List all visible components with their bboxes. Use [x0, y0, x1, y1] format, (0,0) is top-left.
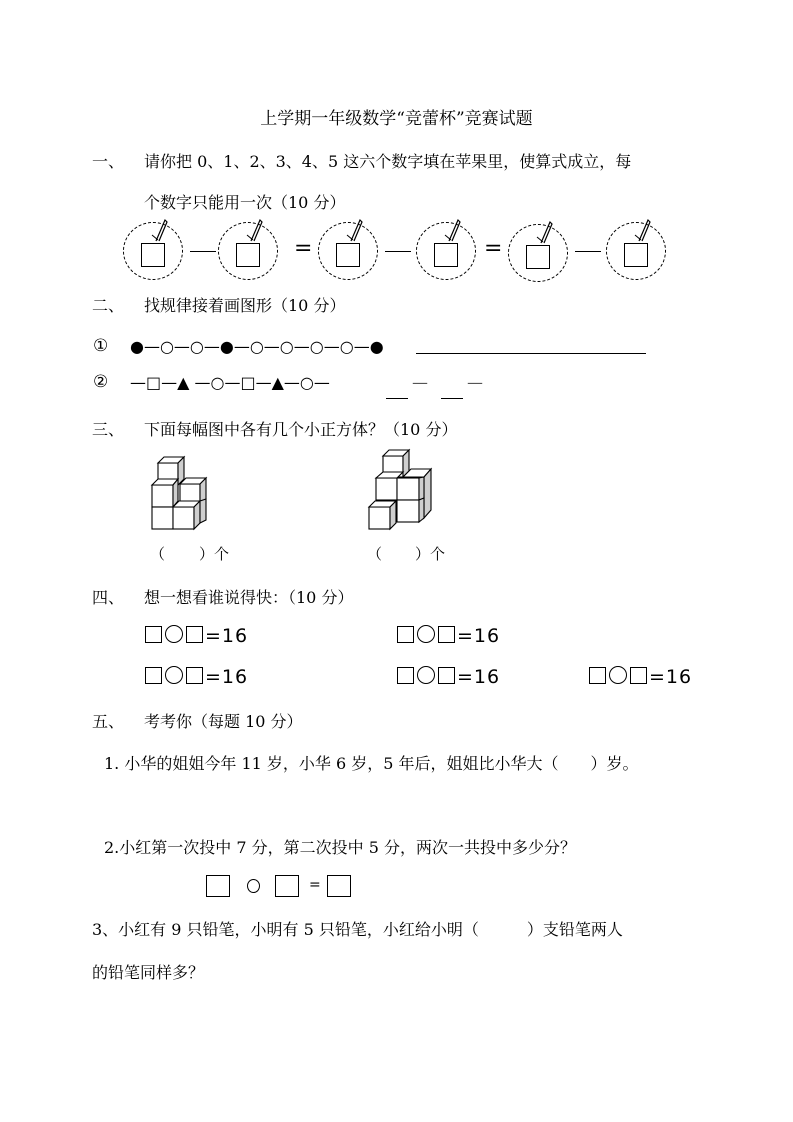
cube-2-answer-blank[interactable] — [383, 541, 413, 559]
apple-icon — [508, 224, 568, 282]
apple-stem-icon — [443, 217, 461, 243]
blank-square[interactable] — [438, 667, 455, 684]
question-3-text-line1: 3、小红有 9 只铅笔，小明有 5 只铅笔，小红给小明（ ）支铅笔两人 — [92, 920, 623, 939]
blank-square[interactable] — [589, 667, 606, 684]
apple-stem-icon — [535, 219, 553, 245]
minus-sign — [190, 251, 216, 252]
pattern-2-tail-dash: — — [412, 373, 428, 392]
pattern-1-label: ① — [93, 336, 109, 356]
sum-equation-4: =16 — [397, 666, 500, 688]
operator-circle[interactable] — [165, 666, 183, 684]
section-2-number: 二、 — [92, 296, 125, 315]
operator-circle[interactable] — [247, 879, 260, 893]
blank-square[interactable] — [186, 626, 203, 643]
answer-box[interactable] — [336, 243, 360, 267]
pattern-1-answer-line[interactable] — [416, 353, 646, 354]
blank-square[interactable] — [630, 667, 647, 684]
minus-sign — [385, 251, 411, 252]
sum-equation-3: =16 — [145, 666, 248, 688]
answer-box[interactable] — [141, 243, 165, 267]
section-3-text: 下面每幅图中各有几个小正方体？（10 分） — [144, 420, 458, 439]
sum-equation-2: =16 — [397, 625, 500, 647]
cube-1-answer-open: （ — [150, 545, 166, 563]
pattern-2-tail-dash-2: — — [467, 373, 483, 392]
apple-icon — [123, 222, 183, 280]
exam-title: 上学期一年级数学“竞蕾杯”竞赛试题 — [260, 109, 533, 129]
section-1-text-line2: 个数字只能用一次（10 分） — [144, 193, 346, 212]
apple-icon — [416, 222, 476, 280]
apple-equation — [118, 212, 678, 284]
cube-stack-figure-1 — [150, 455, 215, 540]
equals-sign: = — [294, 236, 313, 261]
cube-2-answer-open: （ — [367, 545, 383, 563]
section-2-text: 找规律接着画图形（10 分） — [144, 296, 346, 315]
apple-stem-icon — [150, 217, 168, 243]
apple-icon — [606, 222, 666, 280]
sum-equation-1: =16 — [145, 625, 248, 647]
section-5-text: 考考你（每题 10 分） — [144, 712, 303, 731]
operator-circle[interactable] — [417, 666, 435, 684]
equals-sign: = — [309, 877, 321, 893]
section-5-number: 五、 — [92, 712, 125, 731]
section-4-text: 想一想看谁说得快：（10 分） — [144, 588, 354, 607]
question-3-text-line2: 的铅笔同样多？ — [92, 963, 205, 982]
pattern-2-sequence: —□—▲ —○—□—▲—○— — [130, 373, 330, 392]
section-4-number: 四、 — [92, 588, 125, 607]
apple-icon — [318, 222, 378, 280]
answer-box[interactable] — [434, 243, 458, 267]
blank-square[interactable] — [397, 667, 414, 684]
section-3-number: 三、 — [92, 420, 125, 439]
question-1-text: 1. 小华的姐姐今年 11 岁，小华 6 岁，5 年后，姐姐比小华大（ ）岁。 — [104, 754, 639, 773]
operator-circle[interactable] — [417, 625, 435, 643]
blank-square[interactable] — [438, 626, 455, 643]
answer-box[interactable] — [624, 243, 648, 267]
pattern-1-sequence: ●—○—○—●—○—○—○—○—● — [130, 337, 384, 356]
blank-square[interactable] — [186, 667, 203, 684]
cube-1-answer-close: ）个 — [199, 545, 230, 563]
question-2-text: 2.小红第一次投中 7 分，第二次投中 5 分，两次一共投中多少分？ — [104, 838, 576, 857]
apple-stem-icon — [633, 217, 651, 243]
cube-2-answer-close: ）个 — [415, 545, 446, 563]
sum-equation-5: =16 — [589, 666, 692, 688]
answer-box[interactable] — [236, 243, 260, 267]
operator-circle[interactable] — [609, 666, 627, 684]
pattern-2-answer-blank-2[interactable] — [441, 398, 463, 399]
operator-circle[interactable] — [165, 625, 183, 643]
blank-square[interactable] — [145, 626, 162, 643]
result-square[interactable] — [327, 875, 351, 897]
answer-box[interactable] — [526, 245, 550, 269]
blank-square[interactable] — [145, 667, 162, 684]
cube-1-answer-blank[interactable] — [166, 541, 196, 559]
pattern-2-answer-blank-1[interactable] — [386, 398, 408, 399]
apple-stem-icon — [345, 217, 363, 243]
section-1-number: 一、 — [92, 152, 125, 171]
blank-square[interactable] — [275, 875, 299, 897]
cube-stack-figure-2 — [367, 448, 437, 534]
equals-sign: = — [484, 236, 503, 261]
apple-icon — [218, 222, 278, 280]
blank-square[interactable] — [206, 875, 230, 897]
blank-square[interactable] — [397, 626, 414, 643]
pattern-2-label: ② — [93, 372, 109, 392]
section-1-text-line1: 请你把 0、1、2、3、4、5 这六个数字填在苹果里，使算式成立，每 — [144, 152, 632, 171]
minus-sign — [575, 251, 601, 252]
apple-stem-icon — [245, 217, 263, 243]
